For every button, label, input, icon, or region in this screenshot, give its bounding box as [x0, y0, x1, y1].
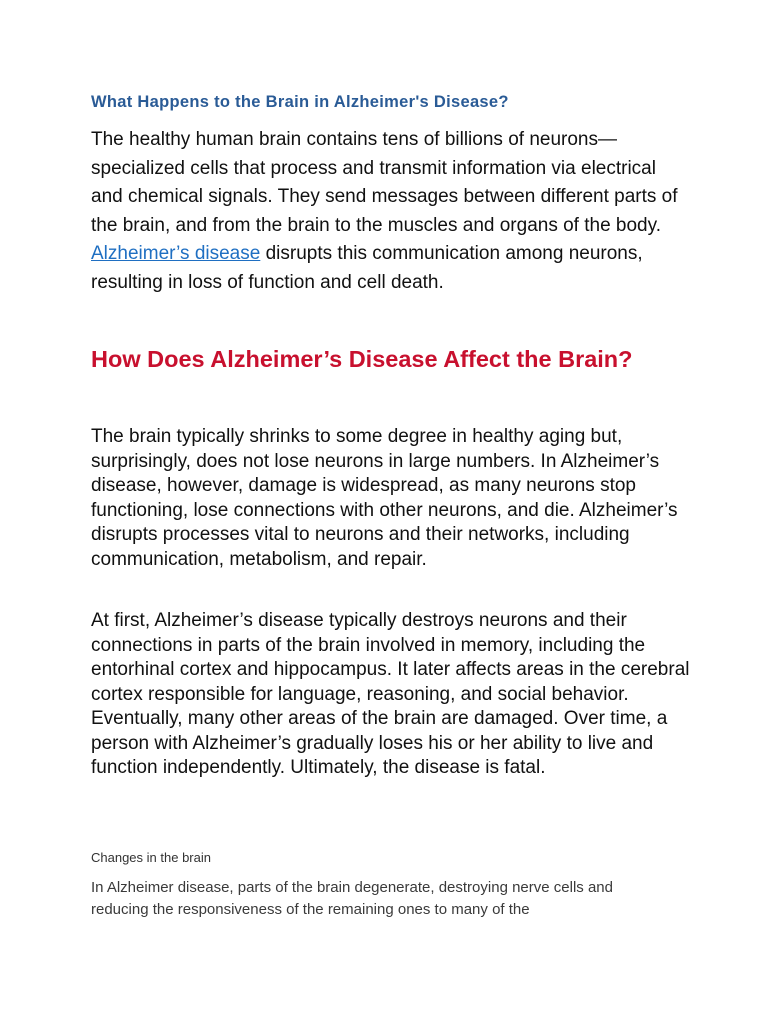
- body-paragraph-1: The brain typically shrinks to some degree in healthy aging but, surprisingly, does not lose neurons in large numbers. In Alzheimer’s disease, however, damage is widespread, as many neurons stop functioning, lose connections with other neurons, and die. Alzheimer’s disrupts processes vital to neurons and their networks, including communication, metabolism, and repair.: [91, 426, 678, 570]
- section-heading: What Happens to the Brain in Alzheimer's Disease?: [91, 93, 509, 111]
- body-paragraph-3: In Alzheimer disease, parts of the brain degenerate, destroying nerve cells and reducing the responsiveness of the remaining ones to many of the: [91, 879, 613, 918]
- body-paragraph-2: At first, Alzheimer’s disease typically destroys neurons and their connections in parts of the brain involved in memory, including the entorhinal cortex and hippocampus. It later affects areas in the cerebral cortex responsible for language, reasoning, and social behavior. Eventually, many other areas of the brain are damaged. Over time, a person with Alzheimer’s gradually loses his or her ability to live and function independently. Ultimately, the disease is fatal.: [91, 610, 690, 778]
- image-caption: Changes in the brain: [91, 850, 211, 865]
- intro-text-after-link: disrupts this communication among neurons, resulting in loss of function and cell death.: [91, 243, 643, 293]
- alzheimers-disease-link[interactable]: Alzheimer’s disease: [91, 243, 261, 265]
- main-heading: How Does Alzheimer’s Disease Affect the Brain?: [91, 346, 633, 372]
- intro-text-before-link: The healthy human brain contains tens of billions of neurons—specialized cells that process and transmit information via electrical and chemical signals. They send messages between different parts of the brain, and from the brain to the muscles and organs of the body.: [91, 129, 678, 236]
- intro-paragraph: [91, 126, 691, 298]
